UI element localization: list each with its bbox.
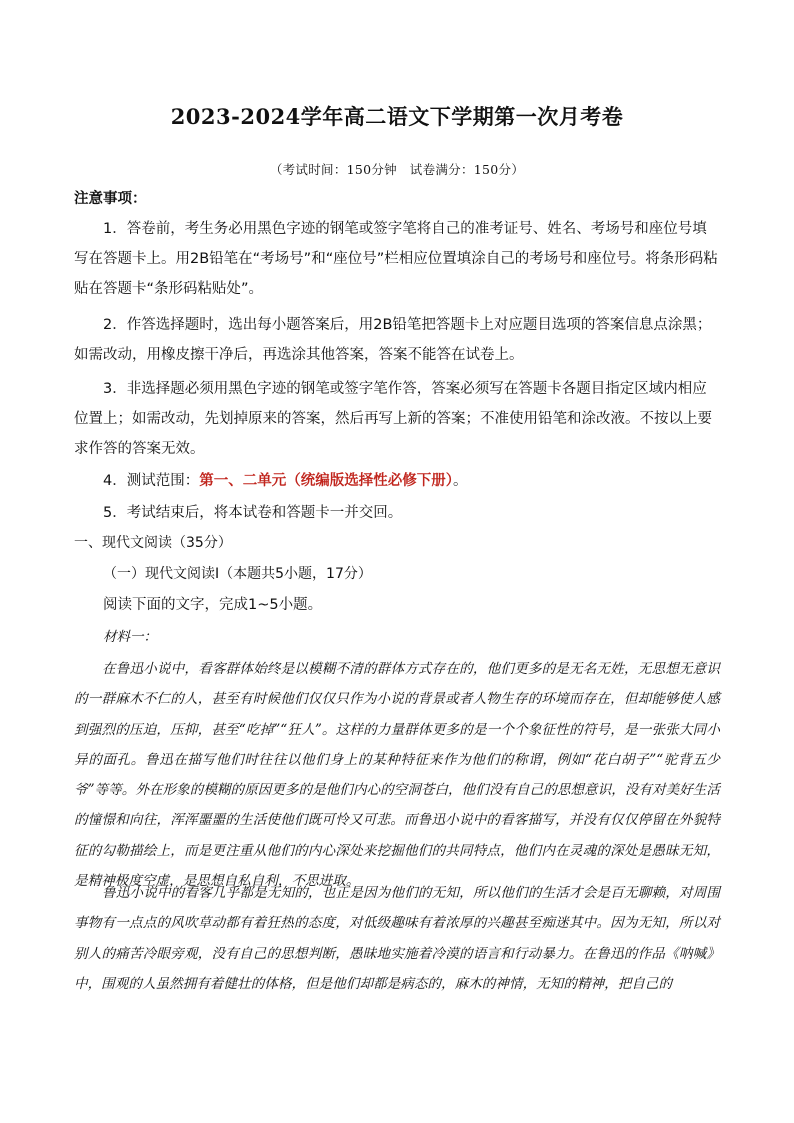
material-label: 材料一： <box>103 629 157 645</box>
notice-item-2: 2．作答选择题时，选出每小题答案后，用2B铅笔把答题卡上对应题目选项的答案信息点涂黑；如需改动，用橡皮擦干净后，再选涂其他答案，答案不能答在试卷上。 <box>74 317 712 363</box>
notice-item-4 <box>74 466 720 496</box>
reading-instruction: 阅读下面的文字，完成1~5小题。 <box>103 597 323 613</box>
test-range: 第一、二单元（统编版选择性必修下册） <box>199 473 453 489</box>
notice-item-1: 1．答卷前，考生务必用黑色字迹的钢笔或签字笔将自己的准考证号、姓名、考场号和座位号填写在答题卡上。用2B铅笔在“考场号”和“座位号”栏相应位置填涂自己的考场号和座位号。将条形码粘贴在答题卡“条形码粘贴处”。 <box>74 221 718 297</box>
notice-item-3: 3．非选择题必须用黑色字迹的钢笔或签字笔作答，答案必须写在答题卡各题目指定区域内相应位置上；如需改动，先划掉原来的答案，然后再写上新的答案；不准使用铅笔和涂改液。不按以上要求作答的答案无效。 <box>74 381 712 457</box>
material-paragraph-1: 在鲁迅小说中，看客群体始终是以模糊不清的群体方式存在的，他们更多的是无名无姓，无思想无意识的一群麻木不仁的人，甚至有时候他们仅仅只作为小说的背景或者人物生存的环境而存在，但却能够使人感到强烈的压迫，压抑，甚至“吃掉”“狂人”。这样的力量群体更多的是一个个象征性的符号，是一张张大同小异的面孔。鲁迅在描写他们时往往以他们身上的某种特征来作为他们的称谓，例如“花白胡子”“驼背五少爷”等等。外在形象的模糊的原因更多的是他们内心的空洞苍白，他们没有自己的思想意识，没有对美好生活的憧憬和向往，浑浑噩噩的生活使他们既可怜又可悲。而鲁迅小说中的看客描写，并没有仅仅停留在外貌特征的勾勒描绘上，而是更注重从他们的内心深处来挖掘他们的共同特点，他们内在灵魂的深处是愚昧无知，是精神极度空虚，是思想自私自利，不思进取。 <box>74 661 720 890</box>
subsection-heading: （一）现代文阅读Ⅰ（本题共5小题，17分） <box>103 566 372 582</box>
page-title: 2023-2024学年高二语文下学期第一次月考卷 <box>170 104 624 129</box>
material-paragraph-2: 鲁迅小说中的看客几乎都是无知的，也正是因为他们的无知，所以他们的生活才会是百无聊赖，对周围事物有一点点的风吹草动都有着狂热的态度，对低级趣味有着浓厚的兴趣甚至痴迷其中。因为无知，所以对别人的痛苦冷眼旁观，没有自己的思想判断，愚昧地实施着冷漠的语言和行动暴力。在鲁迅的作品《呐喊》中，围观的人虽然拥有着健壮的体格，但是他们却都是病态的，麻木的神情，无知的精神，把自己的 <box>74 885 720 992</box>
section-heading: 一、现代文阅读（35分） <box>74 535 232 551</box>
notice-heading: 注意事项： <box>74 191 147 207</box>
notice-item-5: 5．考试结束后，将本试卷和答题卡一并交回。 <box>103 505 403 521</box>
notice-item-4-prefix: 4．测试范围： <box>103 473 200 489</box>
exam-info: （考试时间：150分钟 试卷满分：150分） <box>269 162 525 177</box>
notice-item-4-suffix: 。 <box>452 473 468 489</box>
